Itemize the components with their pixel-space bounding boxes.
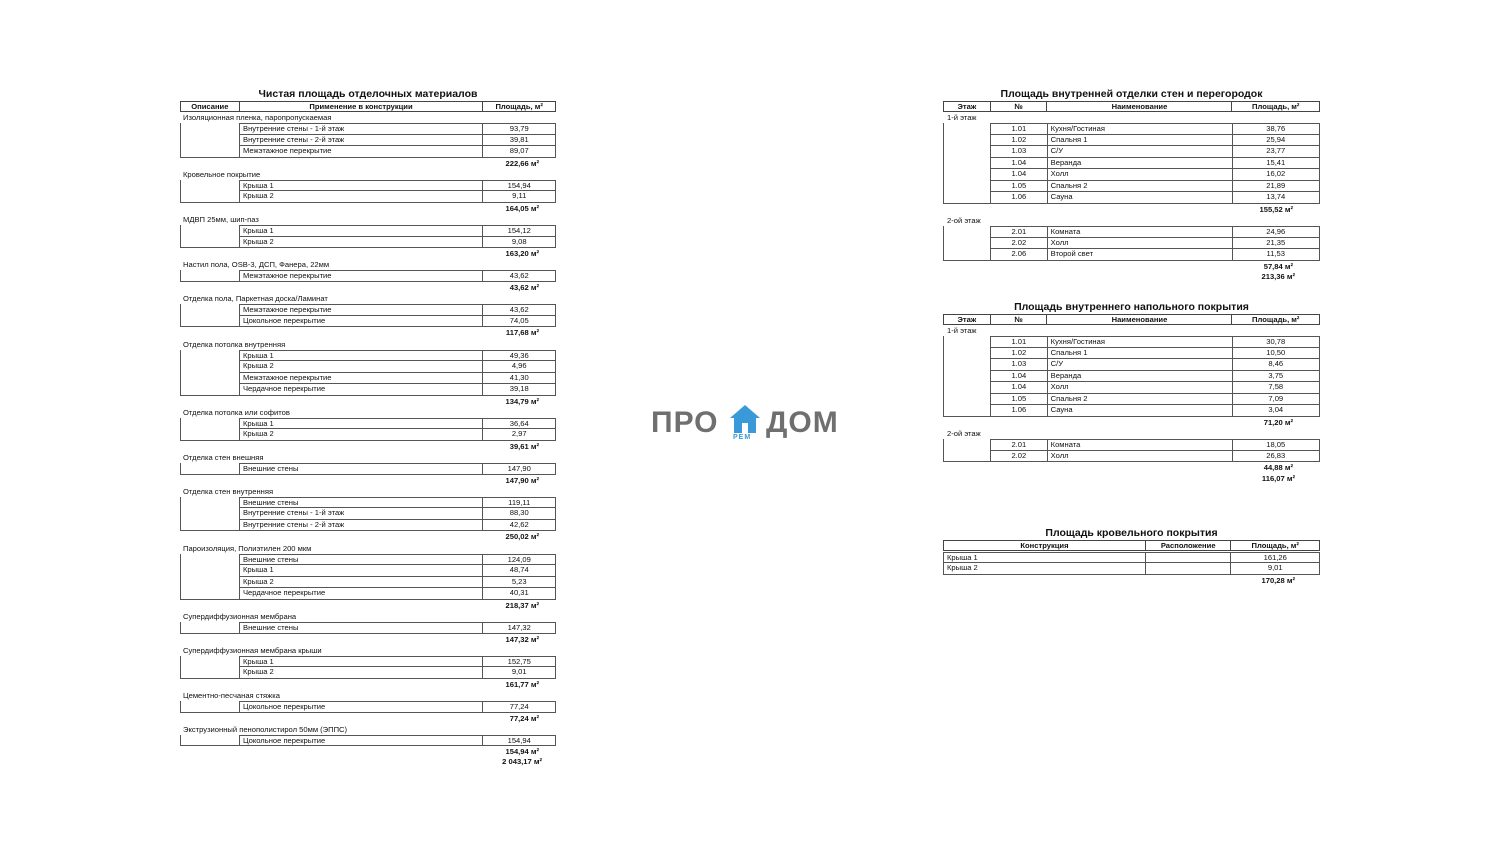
construction-cell: Крыша 1 [240,351,483,361]
table-row [239,350,556,362]
table-row [990,123,1320,135]
group-total: 163,20 м² [505,249,539,259]
group-label: Отделка потолка внутренняя [183,339,286,349]
room-name-cell: Спальня 1 [1048,348,1233,359]
room-area-cell: 13,74 [1266,192,1286,201]
group-label: Отделка стен внешняя [183,453,264,463]
group-blank-cell [180,418,239,441]
room-name-cell: С/У [1048,359,1233,370]
table-row [943,563,1320,575]
construction-cell: Цокольное перекрытие [240,702,483,712]
column-header: Площадь, м² [1252,102,1300,111]
column-header: № [991,315,1048,324]
group-blank-cell [180,554,239,600]
group-total: 218,37 м² [505,600,539,610]
table-row [990,336,1320,348]
room-name-cell: С/У [1048,146,1233,157]
area-cell: 48,74 [509,565,529,575]
room-number-cell: 1.02 [991,135,1048,146]
room-name-cell: Кухня/Гостиная [1048,337,1233,347]
group-label: Экструзионный пенополистирол 50мм (ЭППС) [183,724,348,734]
room-number-cell: 2.06 [991,249,1048,260]
table-row [239,270,556,282]
table-row [239,135,556,147]
room-area-cell: 30,78 [1266,337,1286,346]
construction-cell: Крыша 1 [240,565,483,576]
room-area-cell: 18,05 [1266,440,1286,449]
table-row [239,701,556,713]
room-name-cell: Сауна [1048,192,1233,203]
room-name-cell: Холл [1048,451,1233,462]
group-label: Изоляционная пленка, паропропускаемая [183,113,332,122]
table-row [943,552,1320,564]
room-number-cell: 2.02 [991,238,1048,249]
area-cell: 147,32 [507,623,531,632]
group-blank-cell [180,497,239,532]
area-cell: 43,62 [509,305,529,315]
construction-cell: Внешние стены [240,498,483,508]
table-row [990,146,1320,158]
group-total: 39,61 м² [509,441,539,451]
group-label: Кровельное покрытие [183,169,261,179]
floor-label: 1-й этаж [947,113,977,122]
room-name-cell: Холл [1048,238,1233,249]
group-total: 222,66 м² [505,158,539,168]
column-header: Применение в конструкции [240,102,484,111]
group-label: Пароизоляция, Полиэтилен 200 мкм [183,543,312,553]
area-cell: 9,08 [511,236,527,246]
room-number-cell: 1.04 [991,371,1048,382]
room-name-cell: Веранда [1048,158,1233,169]
room-area-cell: 38,76 [1266,124,1286,133]
group-blank-cell [180,656,239,679]
column-header: Этаж [944,315,991,324]
left-table-header [180,101,556,112]
group-blank-cell [180,350,239,396]
table-row [990,181,1320,193]
room-name-cell: Кухня/Гостиная [1048,124,1233,134]
group-label: Супердиффузионная мембрана [183,612,297,621]
area-cell: 77,24 [509,702,529,712]
room-area-cell: 24,96 [1266,227,1286,236]
floor-blank-cell [943,226,990,261]
floor-blank-cell [943,439,990,462]
room-name-cell: Сауна [1048,405,1233,416]
roof-area-cell: 9,01 [1267,563,1283,572]
table-row [990,249,1320,261]
group-label: Цементно-песчаная стяжка [183,691,280,701]
construction-cell: Чердачное перекрытие [240,588,483,599]
construction-cell: Крыша 2 [240,667,483,678]
construction-cell: Крыша 2 [240,361,483,372]
column-header: Наименование [1047,315,1232,324]
group-total: 147,32 м² [505,634,539,644]
construction-cell: Внутренние стены - 1-й этаж [240,508,483,519]
construction-cell: Внутренние стены - 2-й этаж [240,135,483,146]
group-total: 164,05 м² [505,203,539,213]
group-label: Настил пола, OSB-3, ДСП, Фанера, 22мм [183,260,330,270]
construction-cell: Крыша 1 [240,657,483,667]
table-row [239,146,556,158]
table-row [239,373,556,385]
group-blank-cell [180,304,239,327]
construction-cell: Внутренние стены - 2-й этаж [240,520,483,531]
walls-grand-total: 213,36 м² [1261,272,1295,281]
area-cell: 154,94 [507,735,531,745]
column-header: Этаж [944,102,991,111]
area-cell: 88,30 [509,508,529,518]
table-row [239,577,556,589]
construction-cell: Межэтажное перекрытие [240,271,483,281]
floors-table-title: Площадь внутреннего напольного покрытия [1014,301,1249,313]
group-total: 77,24 м² [509,713,539,723]
column-header: Площадь, м² [1252,315,1300,324]
roof-table-title: Площадь кровельного покрытия [1045,527,1218,539]
group-label: МДВП 25мм, шип-паз [183,215,259,225]
area-cell: 2,97 [511,429,527,439]
table-row [239,497,556,509]
floor-blank-cell [943,123,990,204]
table-row [990,158,1320,170]
group-blank-cell [180,123,239,158]
floors-table-header [943,314,1320,325]
construction-cell: Крыша 2 [240,237,483,248]
area-cell: 154,12 [507,226,531,236]
area-cell: 5,23 [511,576,527,586]
room-area-cell: 10,50 [1266,347,1286,357]
area-cell: 40,31 [509,588,529,598]
room-name-cell: Спальня 2 [1048,181,1233,192]
table-row [239,520,556,532]
floor-total: 155,52 м² [1259,204,1293,214]
floor-total: 71,20 м² [1263,417,1293,427]
area-cell: 39,18 [509,384,529,393]
floor-blank-cell [943,336,990,417]
table-row [990,135,1320,147]
walls-table-title: Площадь внутренней отделки стен и перегородок [1000,88,1263,100]
area-cell: 49,36 [509,350,529,360]
table-row [239,622,556,634]
area-cell: 9,01 [511,667,527,677]
area-cell: 74,05 [509,315,529,325]
group-label: Супердиффузионная мембрана крыши [183,645,322,655]
floors-grand-total: 116,07 м² [1261,473,1295,483]
room-number-cell: 1.01 [991,124,1048,134]
room-area-cell: 7,58 [1268,382,1284,391]
construction-cell: Крыша 2 [240,429,483,440]
construction-cell: Чердачное перекрытие [240,384,483,395]
roof-total: 170,28 м² [1261,576,1295,585]
area-cell: 152,75 [507,656,531,666]
room-number-cell: 1.04 [991,158,1048,169]
roof-construction-cell: Крыша 1 [944,553,1146,563]
group-blank-cell [180,701,239,713]
table-row [990,169,1320,181]
table-row [990,192,1320,204]
room-number-cell: 2.01 [991,440,1048,450]
group-total: 154,94 м² [505,747,539,757]
area-cell: 9,11 [512,191,527,201]
table-row [990,371,1320,383]
left-table-title: Чистая площадь отделочных материалов [258,88,478,100]
column-header: Наименование [1047,102,1232,111]
table-row [990,359,1320,371]
room-name-cell: Веранда [1048,371,1233,382]
room-area-cell: 15,41 [1266,157,1286,167]
room-area-cell: 21,35 [1266,237,1286,247]
table-row [239,554,556,566]
table-row [239,429,556,441]
room-number-cell: 1.06 [991,405,1048,416]
room-number-cell: 1.01 [991,337,1048,347]
room-area-cell: 11,53 [1266,249,1285,258]
area-cell: 93,79 [509,124,529,133]
floor-label: 2-ой этаж [947,216,981,225]
area-cell: 124,09 [507,554,531,564]
floor-total: 57,84 м² [1263,261,1293,271]
group-total: 43,62 м² [509,282,539,292]
room-number-cell: 1.04 [991,169,1048,180]
column-header: Расположение [1146,541,1232,550]
room-number-cell: 1.02 [991,348,1048,359]
group-blank-cell [180,735,239,747]
table-row [990,382,1320,394]
room-area-cell: 3,75 [1268,370,1284,380]
construction-cell: Крыша 1 [240,419,483,429]
area-cell: 154,94 [507,180,531,190]
area-cell: 4,96 [511,361,527,370]
group-blank-cell [180,270,239,282]
roof-location-cell [1146,563,1232,574]
room-name-cell: Холл [1048,169,1233,180]
area-cell: 43,62 [509,271,529,281]
table-row [990,226,1320,238]
table-row [239,237,556,249]
walls-table-header [943,101,1320,112]
room-number-cell: 1.03 [991,146,1048,157]
area-cell: 147,90 [507,464,531,474]
table-row [239,191,556,203]
house-icon [729,404,761,434]
construction-cell: Межэтажное перекрытие [240,305,483,315]
table-row [239,304,556,316]
room-area-cell: 26,83 [1266,450,1286,460]
construction-cell: Крыша 2 [240,577,483,588]
room-number-cell: 1.06 [991,192,1048,203]
table-row [239,180,556,192]
floor-total: 44,88 м² [1263,463,1293,472]
construction-cell: Внутренние стены - 1-й этаж [240,124,483,134]
table-row [239,463,556,475]
logo-text-left: ПРО [651,406,719,439]
table-row [990,394,1320,406]
construction-cell: Цокольное перекрытие [240,316,483,327]
table-row [990,439,1320,451]
room-number-cell: 1.03 [991,359,1048,370]
column-header: № [991,102,1048,111]
construction-cell: Крыша 1 [240,181,483,191]
floor-label: 2-ой этаж [947,429,981,438]
room-name-cell: Комната [1048,440,1233,450]
room-number-cell: 2.02 [991,451,1048,462]
table-row [239,123,556,135]
construction-cell: Крыша 1 [240,226,483,236]
table-row [990,238,1320,250]
construction-cell: Крыша 2 [240,191,483,202]
construction-cell: Межэтажное перекрытие [240,373,483,384]
group-total: 134,79 м² [505,396,539,406]
construction-cell: Внешние стены [240,623,483,633]
roof-area-cell: 161,26 [1263,552,1287,562]
room-number-cell: 1.05 [991,394,1048,405]
table-row [239,384,556,396]
table-row [239,656,556,668]
group-blank-cell [180,622,239,634]
column-header: Конструкция [944,541,1146,550]
logo-text-right: ДОМ [766,406,839,439]
floor-label: 1-й этаж [947,326,977,335]
table-row [990,348,1320,360]
logo-subtext: РЕМ [733,434,752,441]
group-total: 147,90 м² [505,475,539,485]
group-blank-cell [180,463,239,475]
logo [651,404,851,449]
group-total: 117,68 м² [505,328,539,338]
table-row [239,361,556,373]
construction-cell: Межэтажное перекрытие [240,146,483,157]
grand-total: 2 043,17 м² [502,757,542,767]
room-area-cell: 3,04 [1268,405,1284,414]
room-name-cell: Холл [1048,382,1233,393]
roof-location-cell [1146,553,1232,563]
table-row [239,316,556,328]
area-cell: 39,81 [509,134,529,144]
roof-table-header [943,540,1320,551]
area-cell: 36,64 [509,418,529,428]
room-area-cell: 23,77 [1266,146,1286,155]
room-name-cell: Спальня 1 [1048,135,1233,146]
room-number-cell: 2.01 [991,227,1048,237]
table-row [239,565,556,577]
group-total: 161,77 м² [505,679,539,689]
roof-construction-cell: Крыша 2 [944,563,1146,574]
room-area-cell: 16,02 [1266,169,1286,178]
group-total: 250,02 м² [505,532,539,542]
construction-cell: Цокольное перекрытие [240,736,483,746]
table-row [239,418,556,430]
group-label: Отделка потолка или софитов [183,407,290,417]
table-row [239,735,556,747]
table-row [239,588,556,600]
room-name-cell: Второй свет [1048,249,1233,260]
group-label: Отделка пола, Паркетная доска/Ламинат [183,294,328,304]
room-area-cell: 21,89 [1266,180,1286,190]
construction-cell: Внешние стены [240,555,483,565]
room-name-cell: Спальня 2 [1048,394,1233,405]
room-area-cell: 7,09 [1268,393,1284,403]
column-header: Площадь, м² [1251,541,1299,550]
area-cell: 42,62 [509,519,529,529]
table-row [239,667,556,679]
column-header: Площадь, м² [495,102,543,111]
table-row [990,405,1320,417]
construction-cell: Внешние стены [240,464,483,474]
room-area-cell: 25,94 [1266,134,1286,144]
column-header: Описание [181,102,240,111]
room-number-cell: 1.05 [991,181,1048,192]
room-name-cell: Комната [1048,227,1233,237]
area-cell: 119,11 [508,497,531,507]
table-row [239,508,556,520]
table-row [990,451,1320,463]
area-cell: 41,30 [509,372,529,382]
table-row [239,225,556,237]
room-area-cell: 8,46 [1268,359,1284,368]
group-blank-cell [180,225,239,248]
group-label: Отделка стен внутренняя [183,486,274,496]
group-blank-cell [180,180,239,203]
room-number-cell: 1.04 [991,382,1048,393]
area-cell: 89,07 [509,146,529,155]
